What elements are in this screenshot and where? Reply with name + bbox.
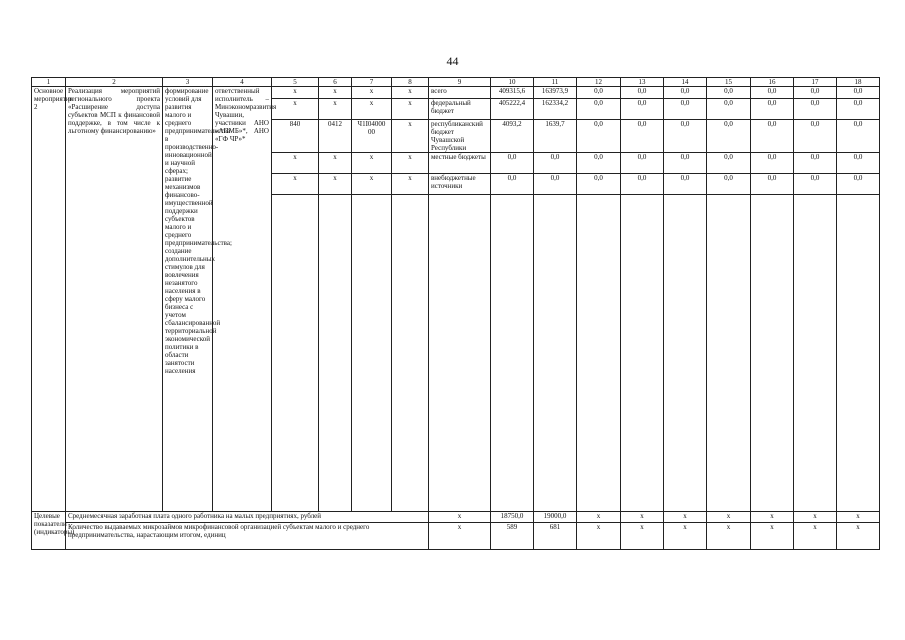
- table-cell: 0,0: [621, 87, 664, 99]
- activity-label: Основное мероприятие 2: [32, 87, 66, 512]
- table-cell: x: [272, 174, 319, 195]
- table-cell: Ч1I04000 00: [352, 120, 392, 153]
- table-cell: x: [621, 523, 664, 550]
- table-cell: x: [319, 153, 352, 174]
- table-cell: 162334,2: [534, 99, 577, 120]
- table-cell: 0,0: [751, 99, 794, 120]
- column-number-cell: 16: [751, 78, 794, 87]
- table-cell: 0,0: [837, 87, 880, 99]
- table-cell: 405222,4: [491, 99, 534, 120]
- table-cell: 0,0: [577, 99, 621, 120]
- table-cell: x: [751, 512, 794, 523]
- indicator-row: [32, 512, 880, 523]
- table-cell: 0,0: [751, 120, 794, 153]
- table-cell: 0,0: [707, 153, 751, 174]
- column-number-cell: 1: [32, 78, 66, 87]
- table-cell: x: [664, 512, 707, 523]
- funding-source: местные бюджеты: [429, 153, 491, 174]
- table-cell: 19000,0: [534, 512, 577, 523]
- table-cell: 0,0: [577, 87, 621, 99]
- table-cell: x: [272, 153, 319, 174]
- table-cell: 0,0: [707, 174, 751, 195]
- table-cell: 0,0: [577, 120, 621, 153]
- indicator-row: [32, 523, 880, 550]
- column-number-cell: 17: [794, 78, 837, 87]
- empty-cell: [621, 195, 664, 512]
- table-cell: 0,0: [794, 99, 837, 120]
- table-cell: x: [392, 99, 429, 120]
- table-cell: 4093,2: [491, 120, 534, 153]
- table-cell: 0,0: [751, 153, 794, 174]
- column-number-cell: 13: [621, 78, 664, 87]
- column-number-cell: 15: [707, 78, 751, 87]
- empty-cell: [491, 195, 534, 512]
- table-cell: x: [621, 512, 664, 523]
- table-cell: 840: [272, 120, 319, 153]
- table-cell: x: [392, 87, 429, 99]
- column-number-cell: 4: [213, 78, 272, 87]
- column-number-cell: 12: [577, 78, 621, 87]
- table-cell: 0,0: [664, 153, 707, 174]
- empty-cell: [664, 195, 707, 512]
- table-cell: x: [429, 523, 491, 550]
- funding-source: всего: [429, 87, 491, 99]
- table-cell: 0,0: [664, 174, 707, 195]
- table-cell: 0,0: [534, 153, 577, 174]
- indicator-text: Количество выдаваемых микрозаймов микрофинансовой организацией субъектам малого и среднего предпринимательства, нарастающим итогом, единиц: [66, 523, 429, 550]
- table-cell: x: [352, 99, 392, 120]
- table-cell: 0,0: [794, 87, 837, 99]
- funding-source: внебюджетные источники: [429, 174, 491, 195]
- table-cell: x: [751, 523, 794, 550]
- empty-cell: [392, 195, 429, 512]
- table-cell: x: [319, 99, 352, 120]
- column-number-cell: 5: [272, 78, 319, 87]
- table-cell: 0,0: [794, 120, 837, 153]
- table-cell: x: [837, 512, 880, 523]
- column-number-cell: 10: [491, 78, 534, 87]
- table-cell: x: [664, 523, 707, 550]
- table-cell: 0412: [319, 120, 352, 153]
- activity-name: Реализация мероприятий регионального проекта «Расширение доступа субъектов МСП к финансовой поддержке, в том числе к льготному финансированию»: [66, 87, 163, 512]
- empty-cell: [352, 195, 392, 512]
- table-cell: x: [272, 87, 319, 99]
- table-cell: 1639,7: [534, 120, 577, 153]
- table-cell: 0,0: [621, 120, 664, 153]
- table-cell: 0,0: [621, 174, 664, 195]
- budget-table: [31, 77, 880, 550]
- column-number-row: [32, 78, 880, 87]
- column-number-cell: 8: [392, 78, 429, 87]
- table-cell: x: [707, 512, 751, 523]
- table-cell: 0,0: [577, 153, 621, 174]
- table-cell: 0,0: [707, 87, 751, 99]
- table-cell: x: [319, 174, 352, 195]
- table-cell: 589: [491, 523, 534, 550]
- table-cell: x: [837, 523, 880, 550]
- column-number-cell: 3: [163, 78, 213, 87]
- empty-cell: [794, 195, 837, 512]
- table-cell: 0,0: [664, 87, 707, 99]
- table-cell: x: [392, 120, 429, 153]
- funding-source: республиканский бюджет Чувашской Республики: [429, 120, 491, 153]
- table-row: [32, 87, 880, 99]
- column-number-cell: 6: [319, 78, 352, 87]
- funding-source: федеральный бюджет: [429, 99, 491, 120]
- empty-cell: [319, 195, 352, 512]
- table-cell: 0,0: [751, 174, 794, 195]
- table-cell: 0,0: [577, 174, 621, 195]
- table-cell: x: [707, 523, 751, 550]
- column-number-cell: 9: [429, 78, 491, 87]
- table-cell: 0,0: [664, 120, 707, 153]
- column-number-cell: 7: [352, 78, 392, 87]
- empty-cell: [577, 195, 621, 512]
- page-number: 44: [446, 54, 459, 68]
- activity-goal: формирование условий для развития малого и среднего предпринимательства в производственно-инновационной и научной сферах; развитие механизмов финансово-имущественной поддержки субъектов малого и среднего предпринимательства; создание дополнительных стимулов для вовлечения незанятого населения в сферу малого бизнеса с учетом сбалансированной территориальной экономической политики в области занятости населения: [163, 87, 213, 512]
- table-cell: x: [352, 153, 392, 174]
- column-number-cell: 14: [664, 78, 707, 87]
- empty-cell: [429, 195, 491, 512]
- table-cell: 0,0: [707, 120, 751, 153]
- table-cell: 0,0: [707, 99, 751, 120]
- table-cell: x: [577, 523, 621, 550]
- table-cell: 0,0: [491, 153, 534, 174]
- table-cell: 409315,6: [491, 87, 534, 99]
- table-cell: x: [577, 512, 621, 523]
- table-cell: x: [392, 174, 429, 195]
- table-cell: 0,0: [621, 153, 664, 174]
- column-number-cell: 2: [66, 78, 163, 87]
- table-cell: 0,0: [664, 99, 707, 120]
- indicators-label: Целевые показатели (индикаторы): [32, 512, 66, 550]
- table-cell: 0,0: [837, 174, 880, 195]
- table-cell: x: [272, 99, 319, 120]
- table-cell: 0,0: [534, 174, 577, 195]
- empty-cell: [837, 195, 880, 512]
- table-cell: 0,0: [491, 174, 534, 195]
- table-cell: 0,0: [837, 153, 880, 174]
- table-cell: 0,0: [621, 99, 664, 120]
- empty-cell: [272, 195, 319, 512]
- column-number-cell: 11: [534, 78, 577, 87]
- table-cell: x: [352, 174, 392, 195]
- table-cell: x: [794, 523, 837, 550]
- table-cell: 0,0: [837, 99, 880, 120]
- empty-cell: [707, 195, 751, 512]
- table-cell: 681: [534, 523, 577, 550]
- table-cell: x: [429, 512, 491, 523]
- table-cell: x: [319, 87, 352, 99]
- table-cell: x: [794, 512, 837, 523]
- table-cell: 0,0: [794, 153, 837, 174]
- column-number-cell: 18: [837, 78, 880, 87]
- table-cell: x: [392, 153, 429, 174]
- table-cell: 18750,0: [491, 512, 534, 523]
- table-cell: 0,0: [794, 174, 837, 195]
- activity-executor: ответственный исполнитель – Минэкономразвития Чувашии, участники АНО «АПМБ»*, АНО «ГФ ЧР»*: [213, 87, 272, 512]
- indicator-text: Среднемесячная заработная плата одного работника на малых предприятиях, рублей: [66, 512, 429, 523]
- table-cell: 0,0: [751, 87, 794, 99]
- empty-cell: [751, 195, 794, 512]
- table-cell: 163973,9: [534, 87, 577, 99]
- table-cell: 0,0: [837, 120, 880, 153]
- empty-cell: [534, 195, 577, 512]
- table-cell: x: [352, 87, 392, 99]
